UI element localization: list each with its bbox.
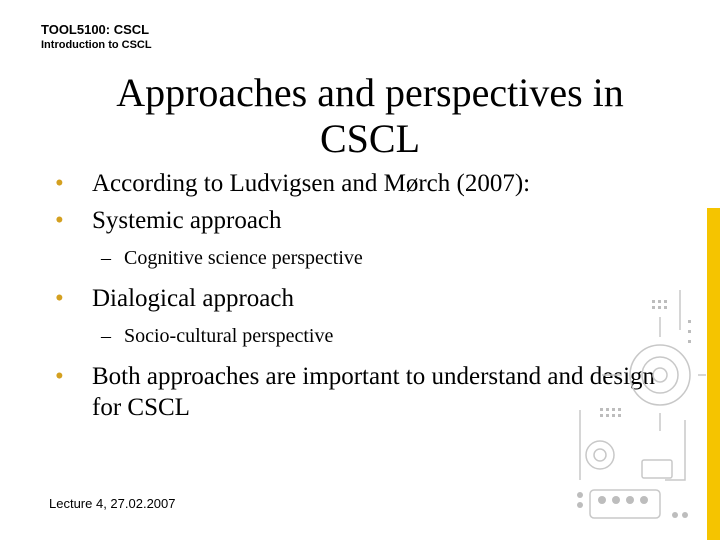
- bullet-text: According to Ludvigsen and Mørch (2007):: [92, 170, 531, 197]
- bullet-text: Systemic approach: [92, 207, 282, 234]
- course-code: TOOL5100: CSCL: [41, 22, 150, 37]
- bullet-marker: •: [55, 285, 64, 312]
- slide-header: [41, 22, 152, 52]
- bullet-marker: •: [55, 170, 64, 197]
- bullet-marker: •: [55, 363, 64, 390]
- bullet-text: Both approaches are important to understand and design for CSCL: [92, 363, 656, 421]
- sub-bullet-marker: –: [101, 247, 111, 269]
- sub-bullet-text: Cognitive science perspective: [124, 247, 363, 269]
- sub-bullet-text: Socio-cultural perspective: [124, 325, 334, 347]
- circuit-decoration: [560, 260, 706, 540]
- bullet-marker: •: [55, 207, 64, 234]
- bullet-text: Dialogical approach: [92, 285, 294, 312]
- accent-bar: [707, 208, 720, 540]
- bullet-item: [55, 168, 675, 199]
- slide-title: Approaches and perspectives in CSCL: [116, 70, 624, 161]
- sub-bullet-marker: –: [101, 325, 111, 347]
- slide-footer: Lecture 4, 27.02.2007: [49, 496, 176, 511]
- bullet-item: [55, 205, 675, 236]
- course-name: Introduction to CSCL: [41, 39, 152, 51]
